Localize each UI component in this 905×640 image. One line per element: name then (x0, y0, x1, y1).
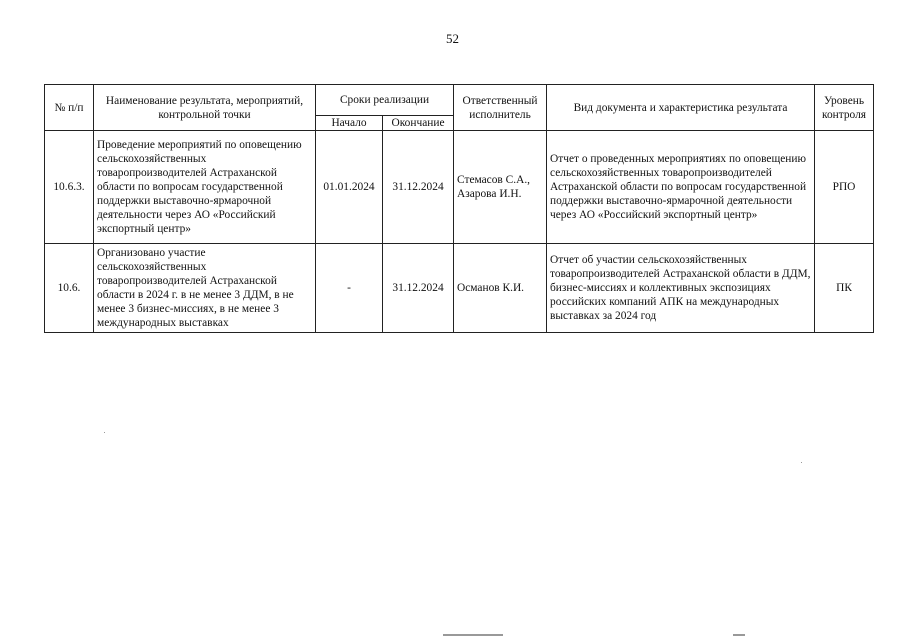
row-level: ПК (815, 244, 874, 333)
header-start: Начало (316, 116, 383, 131)
row-doc-type: Отчет об участии сельскохозяйственных товаропроизводителей Астраханской области в ДДМ, бизнес-миссиях и коллективных экспозициях российских компаний АПК на международных выставках за 2024 год (547, 244, 815, 333)
row-name: Организовано участие сельскохозяйственных товаропроизводителей Астраханской области в 2024 г. в не менее 3 ДДМ, в не менее 3 бизнес-миссиях, в не менее 3 международных выставках (94, 244, 316, 333)
row-responsible: Османов К.И. (454, 244, 547, 333)
row-end: 31.12.2024 (383, 131, 454, 244)
header-doc-type: Вид документа и характеристика результата (547, 85, 815, 131)
scan-artifact (443, 634, 503, 636)
row-end: 31.12.2024 (383, 244, 454, 333)
row-start: - (316, 244, 383, 333)
row-num: 10.6. (45, 244, 94, 333)
header-terms: Сроки реализации (316, 85, 454, 116)
row-start: 01.01.2024 (316, 131, 383, 244)
header-num: № п/п (45, 85, 94, 131)
row-name: Проведение мероприятий по оповещению сельскохозяйственных товаропроизводителей Астраханской области по вопросам государственной поддержки выставочно-ярмарочной деятельности через АО «Российский экспортный центр» (94, 131, 316, 244)
table-row (45, 131, 874, 244)
row-num: 10.6.3. (45, 131, 94, 244)
scan-speck (104, 432, 105, 433)
table-row (45, 244, 874, 333)
header-responsible: Ответственный исполнитель (454, 85, 547, 131)
row-doc-type: Отчет о проведенных мероприятиях по оповещению сельскохозяйственных товаропроизводителей Астраханской области по вопросам государственной поддержки выставочно-ярмарочной деятельности через АО «Российский экспортный центр» (547, 131, 815, 244)
row-level: РПО (815, 131, 874, 244)
scan-artifact (733, 634, 745, 636)
page-number: 52 (446, 31, 459, 46)
results-table (44, 84, 874, 333)
scan-speck (801, 462, 802, 463)
header-level: Уровень контроля (815, 85, 874, 131)
header-name: Наименование результата, мероприятий, контрольной точки (94, 85, 316, 131)
table-header-row (45, 85, 874, 116)
row-responsible: Стемасов С.А., Азарова И.Н. (454, 131, 547, 244)
header-end: Окончание (383, 116, 454, 131)
